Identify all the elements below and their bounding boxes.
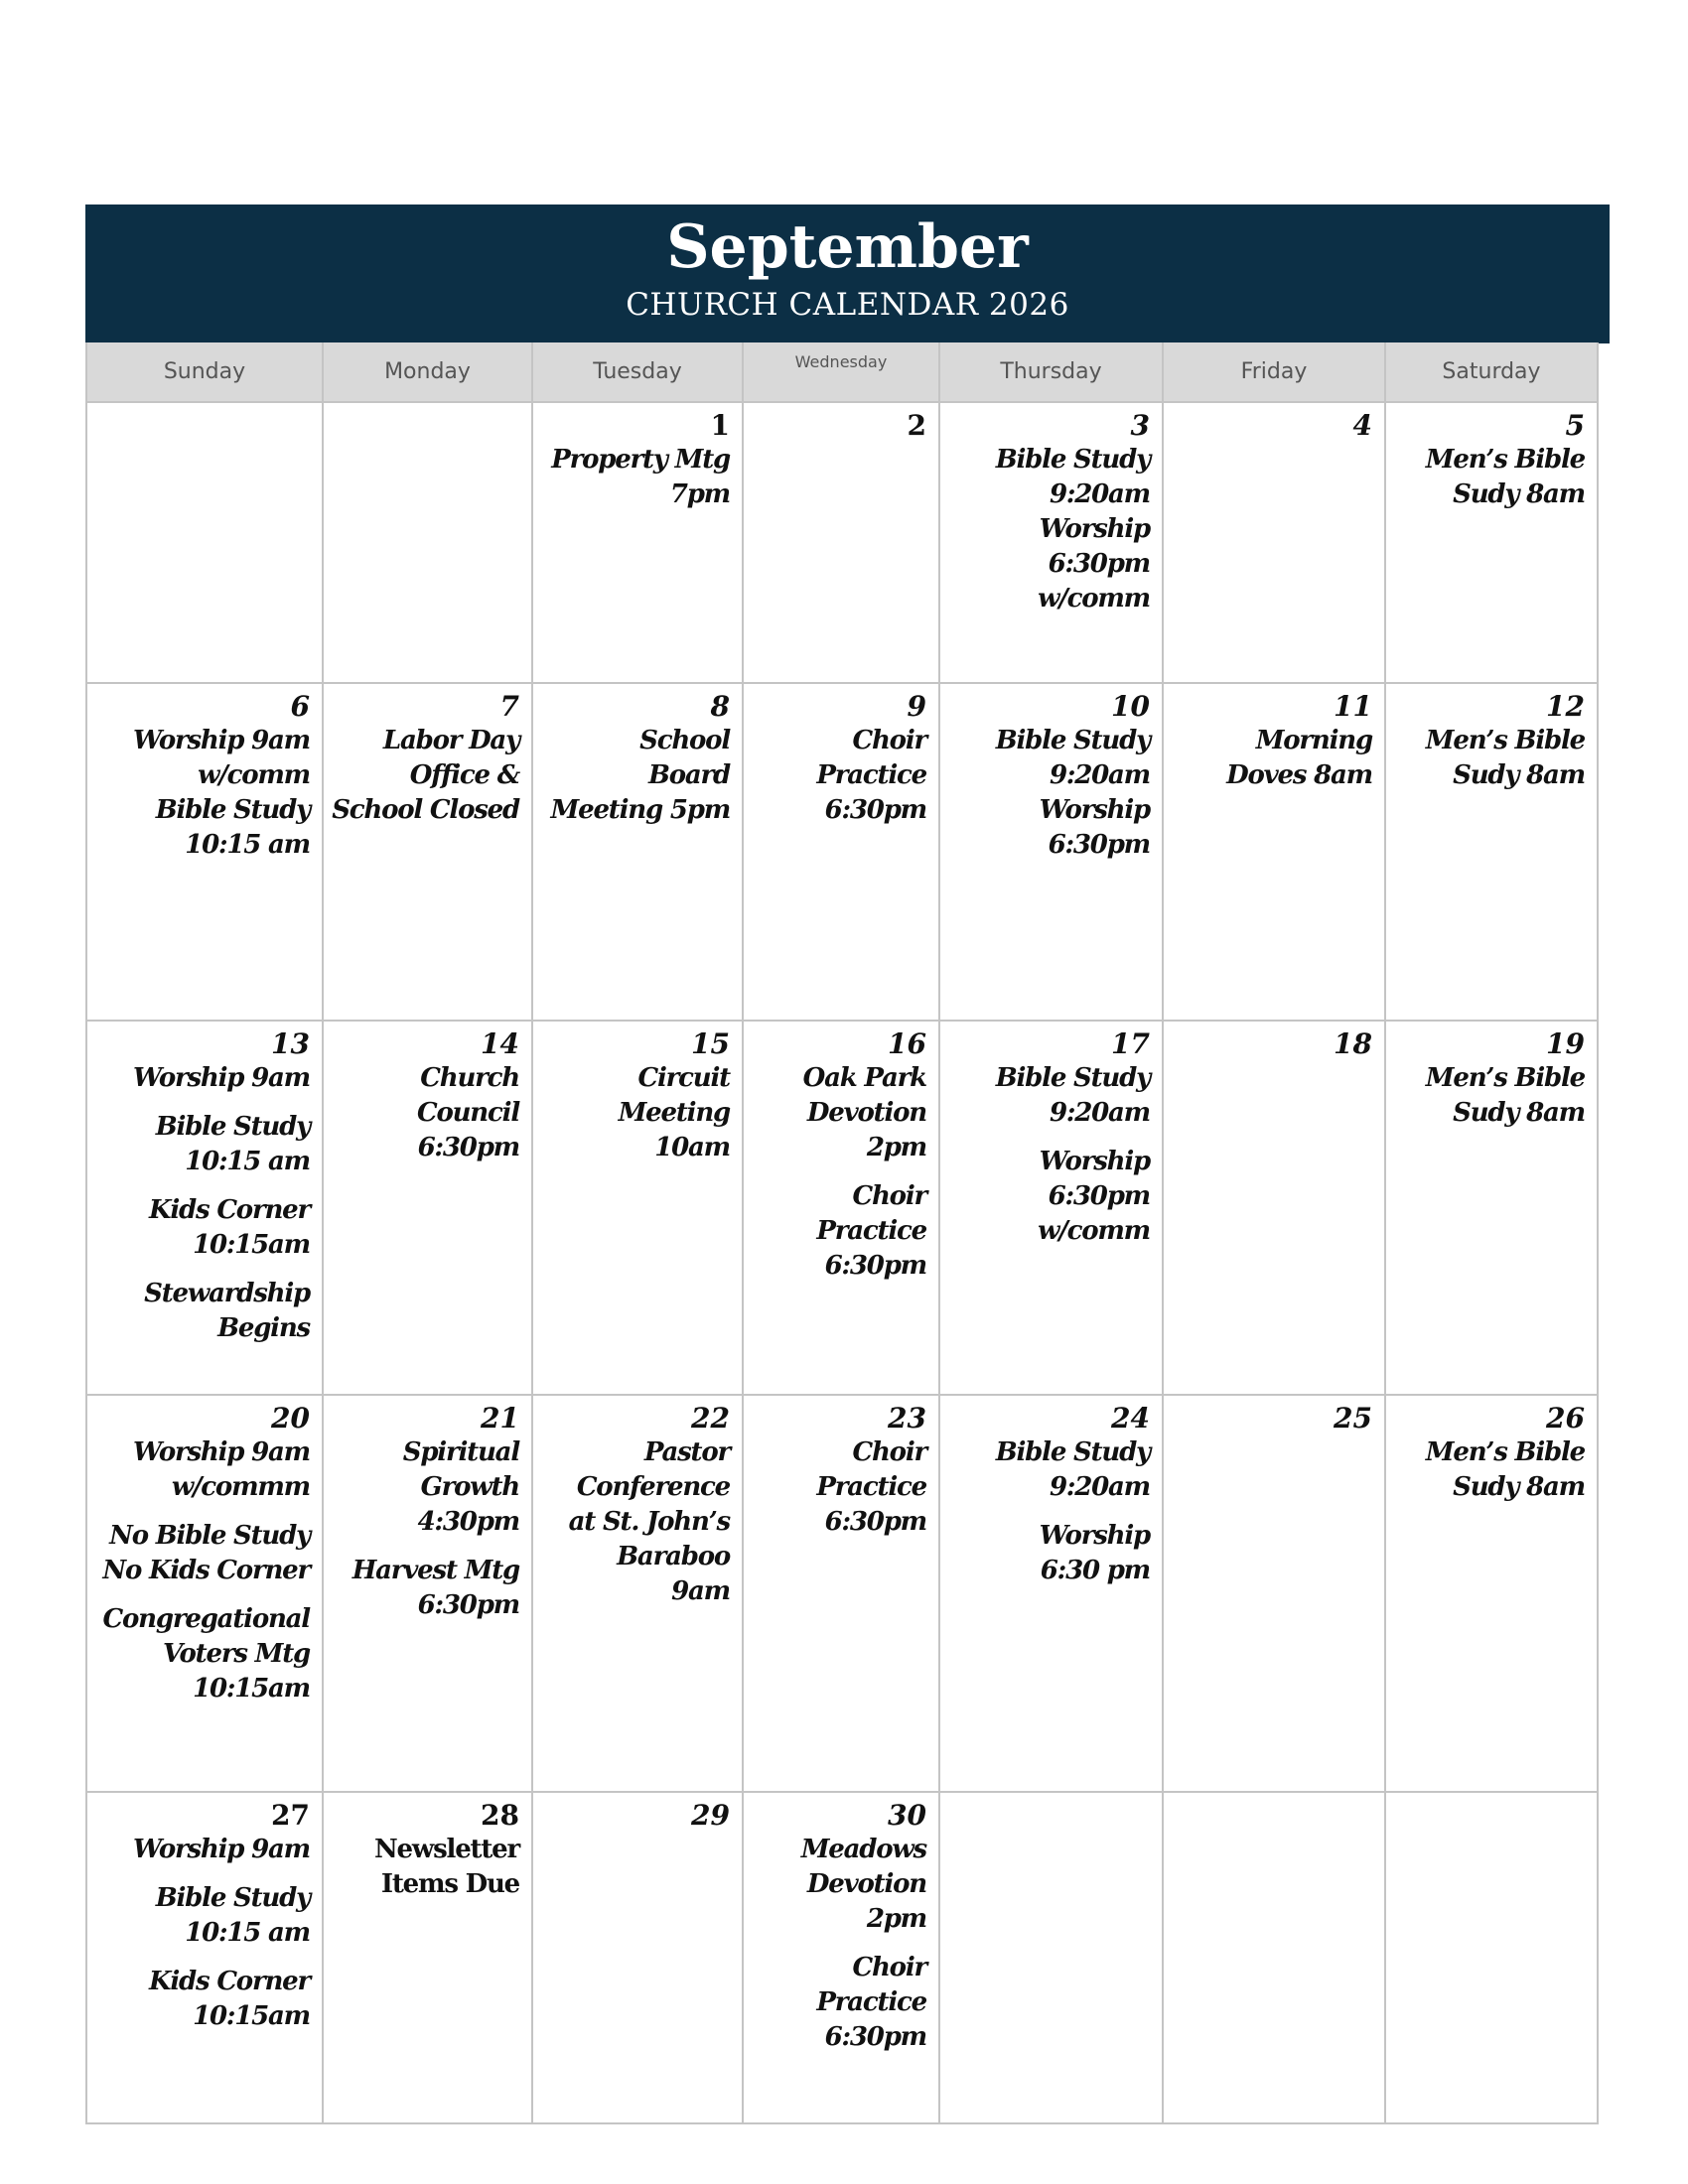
weekday-thursday: Thursday bbox=[940, 342, 1164, 403]
day-number: 1 bbox=[710, 409, 730, 442]
day-number: 22 bbox=[691, 1402, 730, 1434]
day-cell-6 bbox=[87, 684, 324, 1022]
event-line: 10:15am bbox=[193, 1230, 310, 1260]
day-number: 21 bbox=[481, 1402, 519, 1434]
month-title: September bbox=[666, 212, 1029, 282]
day-cell-29 bbox=[533, 1793, 744, 2124]
event-line: 6:30pm bbox=[417, 1590, 519, 1620]
event-line: Worship 9am bbox=[132, 1437, 310, 1467]
event-line: 9:20am bbox=[1049, 760, 1150, 790]
event-line: 10:15 am bbox=[185, 830, 310, 860]
day-number: 30 bbox=[888, 1799, 926, 1832]
event-line: w/comm bbox=[1038, 1216, 1150, 1246]
event-line: 9am bbox=[671, 1576, 730, 1606]
day-cell-empty bbox=[87, 403, 324, 684]
event-line: Morning bbox=[1255, 726, 1372, 755]
event-line: Devotion bbox=[806, 1098, 926, 1128]
event-line: Sudy 8am bbox=[1453, 1472, 1585, 1502]
event-line: 4:30pm bbox=[417, 1507, 519, 1537]
day-cell-19 bbox=[1386, 1022, 1599, 1396]
event-line: Property Mtg bbox=[551, 445, 730, 475]
event-line: 10:15 am bbox=[185, 1918, 310, 1948]
day-cell-7 bbox=[324, 684, 533, 1022]
event-line: 9:20am bbox=[1049, 1098, 1150, 1128]
event-line: 6:30pm bbox=[1048, 1181, 1150, 1211]
day-cell-empty bbox=[324, 403, 533, 684]
day-cell-27 bbox=[87, 1793, 324, 2124]
weekday-friday: Friday bbox=[1164, 342, 1386, 403]
day-number: 17 bbox=[1111, 1027, 1150, 1060]
day-cell-13 bbox=[87, 1022, 324, 1396]
event-line: Worship 9am bbox=[132, 1835, 310, 1864]
day-cell-25 bbox=[1164, 1396, 1386, 1793]
event-line: Choir bbox=[852, 1437, 926, 1467]
event-line: Growth bbox=[420, 1472, 519, 1502]
event-line: 6:30 pm bbox=[1040, 1556, 1150, 1585]
day-cell-26 bbox=[1386, 1396, 1599, 1793]
event-line: 10:15am bbox=[193, 2001, 310, 2031]
day-number: 7 bbox=[499, 690, 519, 723]
event-line: Harvest Mtg bbox=[352, 1556, 519, 1585]
event-line: Newsletter bbox=[373, 1835, 519, 1864]
day-cell-11 bbox=[1164, 684, 1386, 1022]
event-line: Choir bbox=[852, 1181, 926, 1211]
day-cell-22 bbox=[533, 1396, 744, 1793]
day-cell-23 bbox=[744, 1396, 940, 1793]
day-number: 11 bbox=[1334, 690, 1372, 723]
event-line: Bible Study bbox=[995, 445, 1150, 475]
event-line: Sudy 8am bbox=[1453, 1098, 1585, 1128]
event-line: Meeting 5pm bbox=[550, 795, 730, 825]
event-line: 9:20am bbox=[1049, 479, 1150, 509]
event-line: Practice bbox=[816, 1216, 926, 1246]
weekday-monday: Monday bbox=[324, 342, 533, 403]
event-line: School Closed bbox=[332, 795, 519, 825]
day-number: 24 bbox=[1111, 1402, 1150, 1434]
day-cell-30 bbox=[744, 1793, 940, 2124]
event-line: Choir bbox=[852, 726, 926, 755]
event-line: Worship bbox=[1039, 1147, 1150, 1176]
event-line: Practice bbox=[816, 760, 926, 790]
event-line: 6:30pm bbox=[1048, 830, 1150, 860]
day-number: 28 bbox=[481, 1799, 519, 1832]
calendar-subtitle: CHURCH CALENDAR 2026 bbox=[626, 287, 1069, 323]
event-line: Kids Corner bbox=[148, 1195, 310, 1225]
event-line: w/commm bbox=[171, 1472, 310, 1502]
weekday-saturday: Saturday bbox=[1386, 342, 1599, 403]
day-number: 25 bbox=[1334, 1402, 1372, 1434]
day-cell-empty bbox=[1386, 1793, 1599, 2124]
event-line: 9:20am bbox=[1049, 1472, 1150, 1502]
day-cell-empty bbox=[1164, 1793, 1386, 2124]
event-line: Conference bbox=[576, 1472, 730, 1502]
day-number: 6 bbox=[290, 690, 310, 723]
day-number: 18 bbox=[1334, 1027, 1372, 1060]
event-line: Items Due bbox=[380, 1869, 519, 1899]
event-line: Kids Corner bbox=[148, 1967, 310, 1996]
day-number: 14 bbox=[481, 1027, 519, 1060]
event-line: Meadows bbox=[800, 1835, 926, 1864]
event-line: Choir bbox=[852, 1953, 926, 1982]
event-line: No Bible Study bbox=[109, 1521, 310, 1551]
event-line: 10:15am bbox=[193, 1674, 310, 1704]
calendar-banner bbox=[85, 205, 1610, 343]
event-line: 6:30pm bbox=[824, 1251, 926, 1281]
event-line: Office & bbox=[409, 760, 519, 790]
event-line: Devotion bbox=[806, 1869, 926, 1899]
day-cell-21 bbox=[324, 1396, 533, 1793]
event-line: Doves 8am bbox=[1226, 760, 1372, 790]
day-number: 5 bbox=[1565, 409, 1585, 442]
event-line: 6:30pm bbox=[824, 2022, 926, 2052]
calendar-grid bbox=[85, 342, 1597, 2124]
day-cell-20 bbox=[87, 1396, 324, 1793]
event-line: Men’s Bible bbox=[1425, 445, 1585, 475]
event-line: School bbox=[639, 726, 730, 755]
event-line: Bible Study bbox=[155, 1883, 310, 1913]
event-line: Council bbox=[416, 1098, 519, 1128]
day-number: 4 bbox=[1352, 409, 1372, 442]
day-cell-14 bbox=[324, 1022, 533, 1396]
event-line: Voters Mtg bbox=[162, 1639, 310, 1669]
day-cell-4 bbox=[1164, 403, 1386, 684]
event-line: Congregational bbox=[102, 1604, 310, 1634]
event-line: Oak Park bbox=[802, 1063, 926, 1093]
event-line: No Kids Corner bbox=[102, 1556, 310, 1585]
day-number: 12 bbox=[1546, 690, 1585, 723]
day-cell-2 bbox=[744, 403, 940, 684]
event-line: Sudy 8am bbox=[1453, 479, 1585, 509]
event-line: Worship bbox=[1039, 1521, 1150, 1551]
event-line: Church bbox=[420, 1063, 519, 1093]
event-line: Worship bbox=[1039, 795, 1150, 825]
day-number: 2 bbox=[907, 409, 926, 442]
day-cell-18 bbox=[1164, 1022, 1386, 1396]
weekday-wednesday: Wednesday bbox=[744, 342, 940, 403]
event-line: Bible Study bbox=[155, 1112, 310, 1142]
event-line: w/comm bbox=[1038, 584, 1150, 614]
day-cell-empty bbox=[940, 1793, 1164, 2124]
day-number: 9 bbox=[907, 690, 926, 723]
event-line: Practice bbox=[816, 1472, 926, 1502]
day-number: 3 bbox=[1130, 409, 1150, 442]
event-line: Worship 9am bbox=[132, 1063, 310, 1093]
day-number: 23 bbox=[888, 1402, 926, 1434]
day-number: 16 bbox=[888, 1027, 926, 1060]
event-line: w/comm bbox=[198, 760, 310, 790]
day-number: 29 bbox=[691, 1799, 730, 1832]
event-line: Men’s Bible bbox=[1425, 726, 1585, 755]
event-line: Men’s Bible bbox=[1425, 1437, 1585, 1467]
event-line: 2pm bbox=[866, 1904, 926, 1934]
event-line: 10:15 am bbox=[185, 1147, 310, 1176]
event-line: 6:30pm bbox=[417, 1133, 519, 1162]
event-line: 6:30pm bbox=[1048, 549, 1150, 579]
event-line: Spiritual bbox=[402, 1437, 519, 1467]
day-cell-8 bbox=[533, 684, 744, 1022]
day-cell-28 bbox=[324, 1793, 533, 2124]
event-line: 10am bbox=[654, 1133, 730, 1162]
weekday-sunday: Sunday bbox=[87, 342, 324, 403]
event-line: Bible Study bbox=[155, 795, 310, 825]
day-number: 27 bbox=[271, 1799, 310, 1832]
event-line: Men’s Bible bbox=[1425, 1063, 1585, 1093]
day-cell-12 bbox=[1386, 684, 1599, 1022]
event-line: 6:30pm bbox=[824, 1507, 926, 1537]
day-cell-1 bbox=[533, 403, 744, 684]
event-line: Bible Study bbox=[995, 1063, 1150, 1093]
day-cell-10 bbox=[940, 684, 1164, 1022]
event-line: Bible Study bbox=[995, 726, 1150, 755]
event-line: Board bbox=[647, 760, 730, 790]
event-line: 6:30pm bbox=[824, 795, 926, 825]
event-line: 2pm bbox=[866, 1133, 926, 1162]
event-line: Worship bbox=[1039, 514, 1150, 544]
day-cell-16 bbox=[744, 1022, 940, 1396]
day-number: 20 bbox=[271, 1402, 310, 1434]
day-cell-17 bbox=[940, 1022, 1164, 1396]
event-line: Labor Day bbox=[382, 726, 519, 755]
event-line: Begins bbox=[217, 1313, 310, 1343]
event-line: Meeting bbox=[618, 1098, 730, 1128]
event-line: Baraboo bbox=[617, 1542, 730, 1571]
day-number: 13 bbox=[271, 1027, 310, 1060]
day-number: 10 bbox=[1111, 690, 1150, 723]
event-line: Worship 9am bbox=[132, 726, 310, 755]
event-line: Circuit bbox=[637, 1063, 730, 1093]
day-cell-5 bbox=[1386, 403, 1599, 684]
day-number: 15 bbox=[691, 1027, 730, 1060]
day-number: 19 bbox=[1546, 1027, 1585, 1060]
event-line: at St. John’s bbox=[568, 1507, 730, 1537]
event-line: 7pm bbox=[669, 479, 730, 509]
day-number: 26 bbox=[1546, 1402, 1585, 1434]
weekday-tuesday: Tuesday bbox=[533, 342, 744, 403]
event-line: Practice bbox=[816, 1987, 926, 2017]
day-cell-15 bbox=[533, 1022, 744, 1396]
day-number: 8 bbox=[710, 690, 730, 723]
event-line: Stewardship bbox=[144, 1279, 310, 1308]
event-line: Bible Study bbox=[995, 1437, 1150, 1467]
day-cell-24 bbox=[940, 1396, 1164, 1793]
event-line: Pastor bbox=[643, 1437, 730, 1467]
day-cell-3 bbox=[940, 403, 1164, 684]
event-line: Sudy 8am bbox=[1453, 760, 1585, 790]
day-cell-9 bbox=[744, 684, 940, 1022]
